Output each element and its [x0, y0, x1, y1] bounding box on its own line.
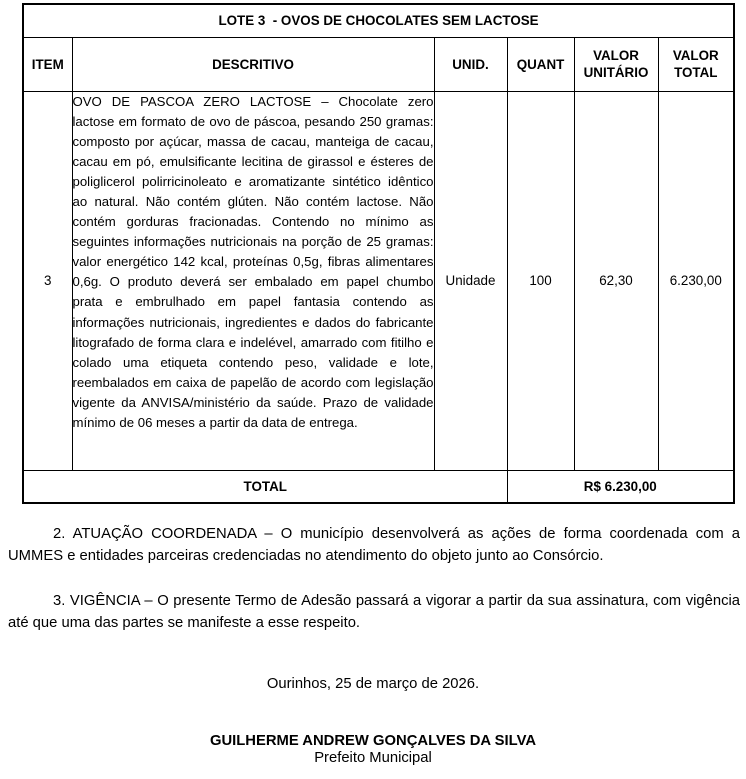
- descritivo-text: OVO DE PASCOA ZERO LACTOSE – Chocolate zero lactose em formato de ovo de páscoa, pesando 250 gramas: composto por açúcar, massa de cacau, manteiga de cacau, cacau em pó, emulsificante lecitina de girassol e ésteres de poliglicerol polirricinoleato e aromatizante sintético idêntico ao natural. Não contém glúten. Não contém lactose. Não contém gorduras fracionadas. Contendo no mínimo as seguintes informações nutricionais na porção de 25 gramas: valor energético 142 kcal, proteínas 0,5g, fibras alimentares 0,6g. O produto deverá ser embalado em papel chumbo prata e embrulhado em papel fantasia contendo as informações nutricionais, ingredientes e dados do fabricante litografado de forma clara e indelével, amarrado com fitilho e colado uma etiqueta contendo peso, validade e lote, reembalados em caixa de papelão de acordo com legislação vigente da ANVISA/ministério da saúde. Prazo de validade mínimo de 06 meses a partir da data de entrega.: [72, 93, 434, 430]
- col-header-valor-unitario: VALOR UNITÁRIO: [574, 37, 658, 91]
- lot-table: [22, 3, 735, 504]
- table-title-row: [23, 4, 734, 37]
- paragraph-atuacao-coordenada: 2. ATUAÇÃO COORDENADA – O município desenvolverá as ações de forma coordenada com a UMMES e entidades parceiras credenciadas no atendimento do objeto junto ao Consórcio.: [8, 526, 740, 565]
- cell-valor-unitario: 62,30: [574, 91, 658, 470]
- table-row: [23, 91, 734, 470]
- cell-unid: Unidade: [434, 91, 507, 470]
- paragraph-vigencia: 3. VIGÊNCIA – O presente Termo de Adesão passará a vigorar a partir da sua assinatura, com vigência até que uma das partes se manifeste a esse respeito.: [8, 592, 740, 632]
- table-header-row: [23, 37, 734, 91]
- cell-item: 3: [23, 91, 72, 470]
- col-header-quant: QUANT: [507, 37, 574, 91]
- col-header-item: ITEM: [23, 37, 72, 91]
- signature-title: Prefeito Municipal: [314, 749, 432, 766]
- table-title: LOTE 3 - OVOS DE CHOCOLATES SEM LACTOSE: [23, 4, 734, 37]
- cell-descritivo: [72, 91, 434, 470]
- cell-valor-total: 6.230,00: [658, 91, 734, 470]
- document-page: [0, 3, 746, 779]
- col-header-unid: UNID.: [434, 37, 507, 91]
- total-label: TOTAL: [23, 470, 507, 503]
- dateline: Ourinhos, 25 de março de 2026.: [266, 675, 480, 692]
- cell-quant: 100: [507, 91, 574, 470]
- col-header-descritivo: DESCRITIVO: [72, 37, 434, 91]
- signature-name: GUILHERME ANDREW GONÇALVES DA SILVA: [209, 732, 537, 749]
- total-value: R$ 6.230,00: [507, 470, 734, 503]
- table-total-row: [23, 470, 734, 503]
- col-header-valor-total: VALOR TOTAL: [658, 37, 734, 91]
